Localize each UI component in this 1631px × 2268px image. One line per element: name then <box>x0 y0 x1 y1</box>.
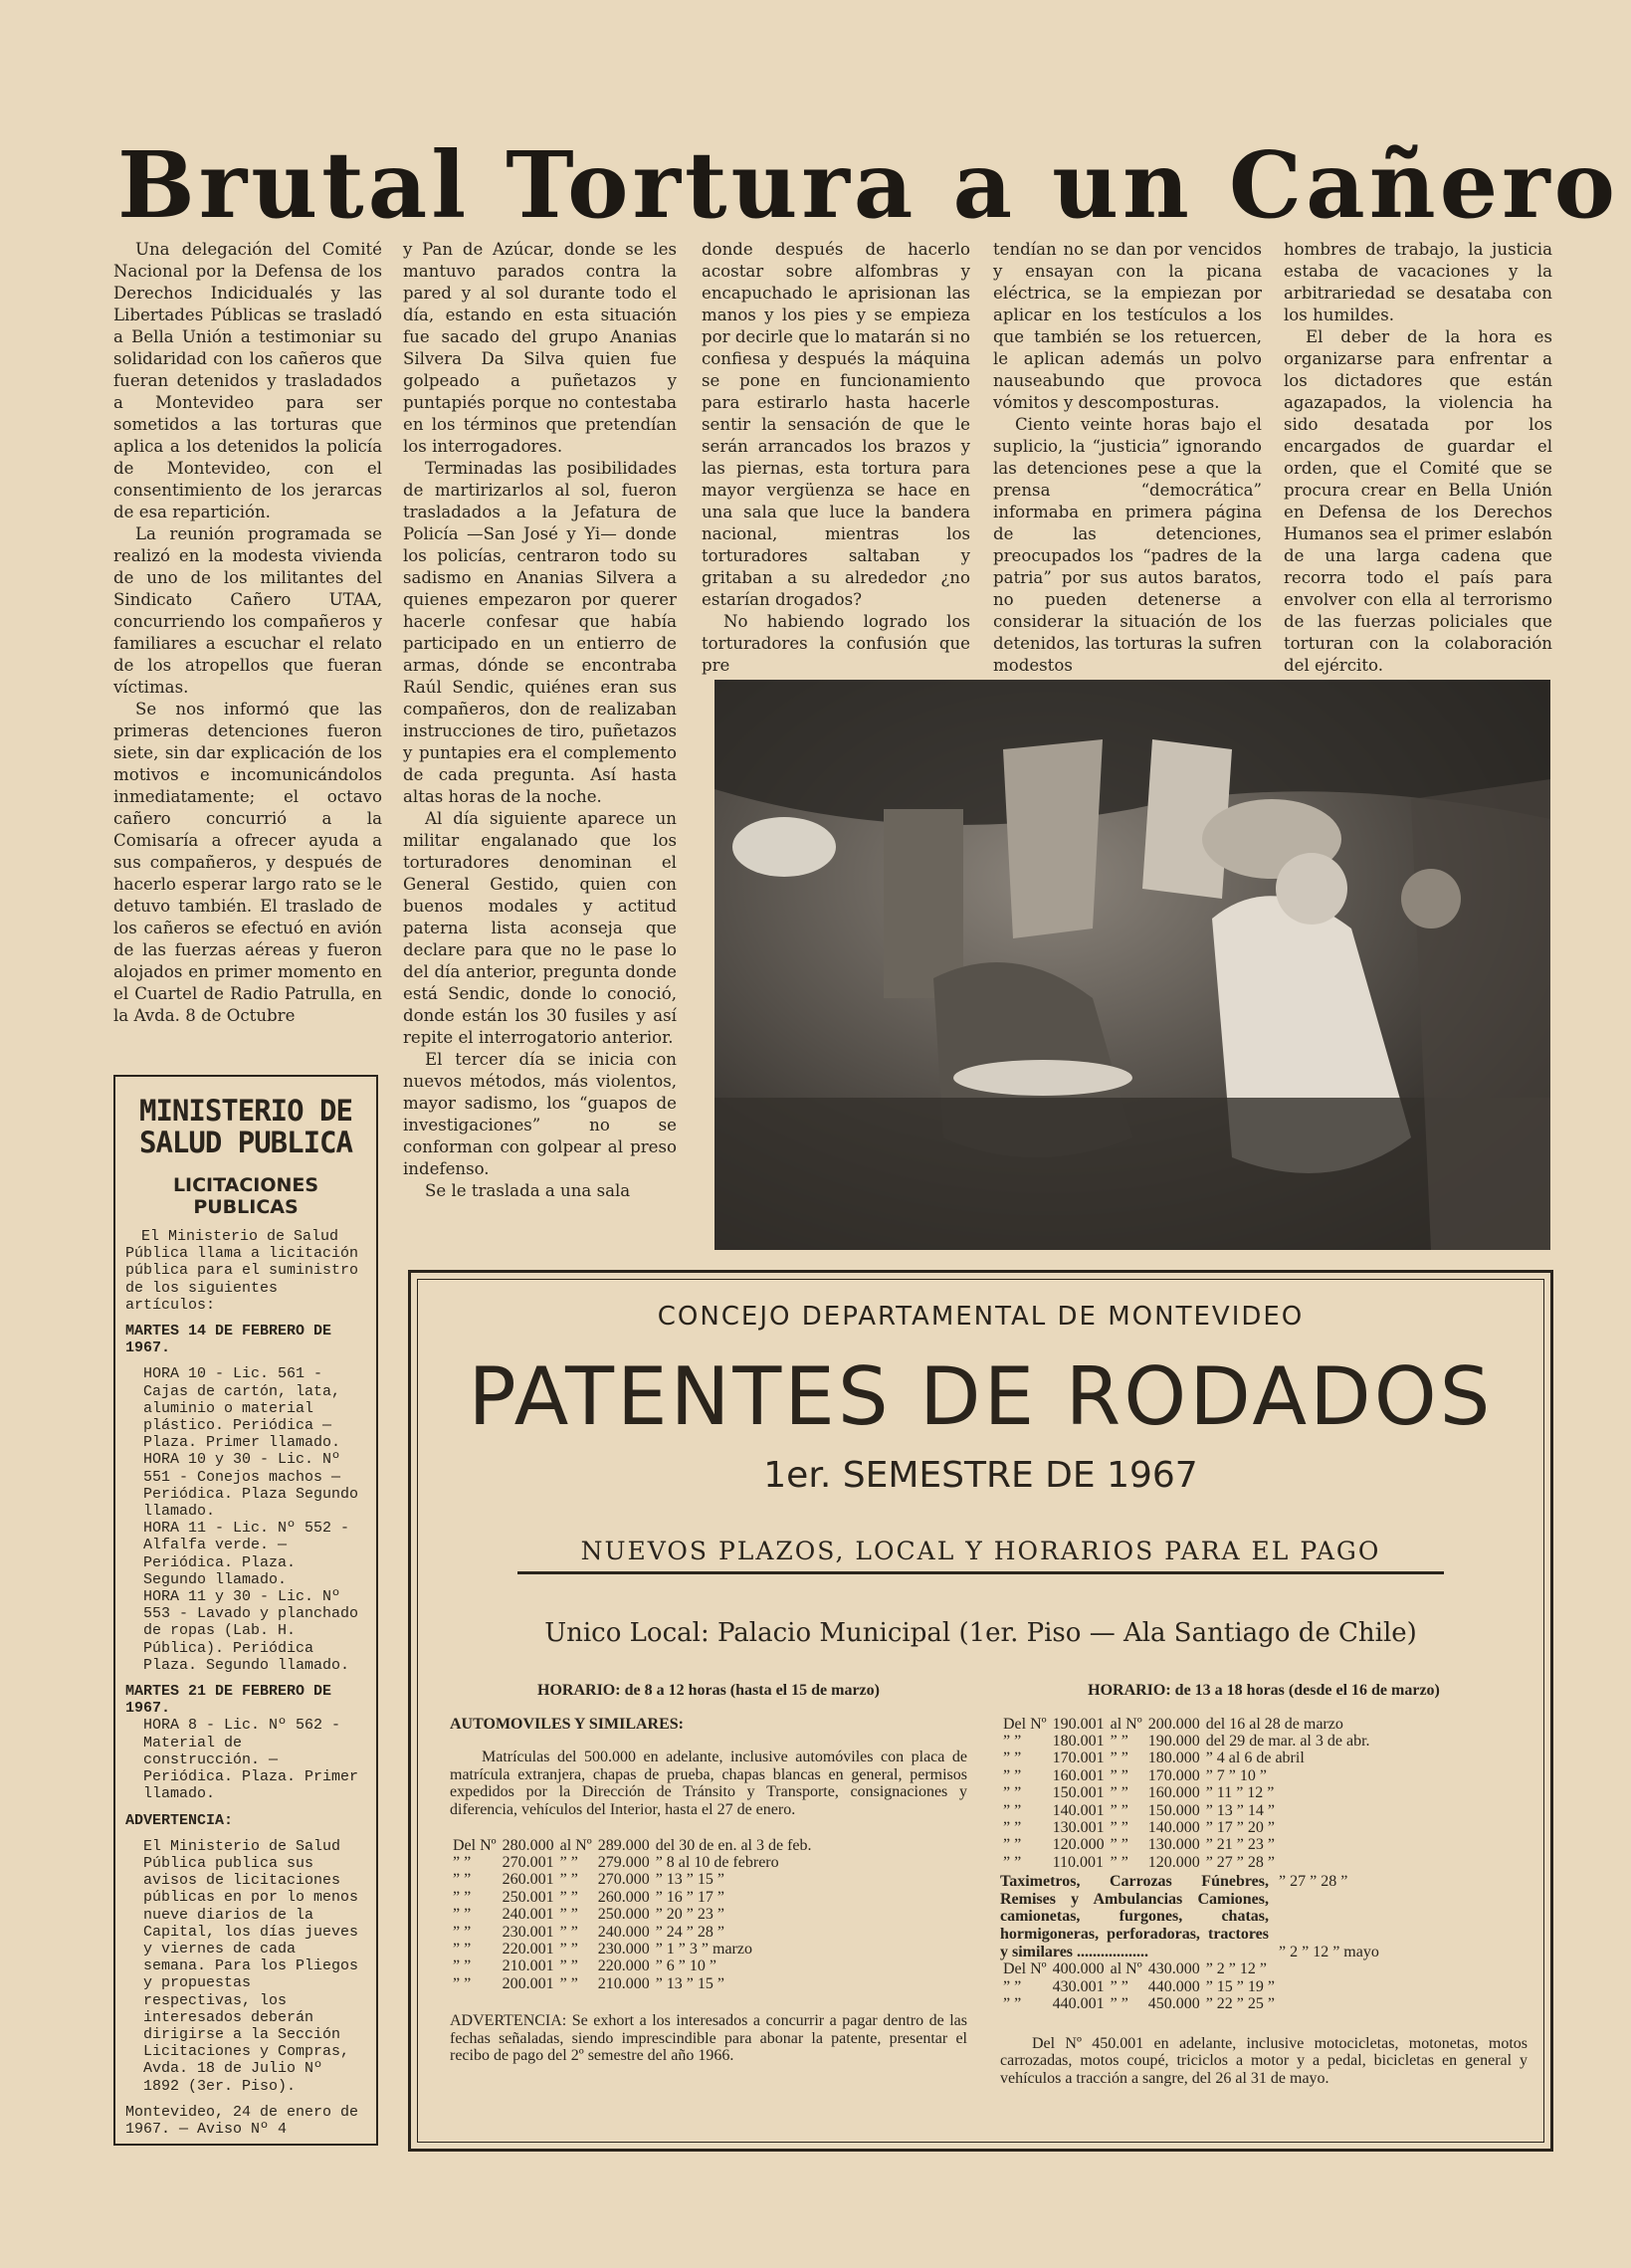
table-cell: 289.000 <box>597 1836 650 1854</box>
ad-plazos: NUEVOS PLAZOS, LOCAL Y HORARIOS PARA EL PAGO <box>517 1537 1444 1574</box>
table-cell: ” 4 al 6 de abril <box>1205 1750 1305 1767</box>
table-row <box>1000 1978 1278 1995</box>
ad-concejo: CONCEJO DEPARTAMENTAL DE MONTEVIDEO <box>657 1302 1305 1332</box>
table-cell: ” 2 ” 12 ” <box>1205 1960 1267 1978</box>
table-cell: 190.000 <box>1147 1733 1200 1750</box>
ad-right-table-2 <box>1000 1960 1278 2012</box>
article-paragraph: No habiendo logrado los torturadores la confusión que pre <box>702 612 970 675</box>
ministry-date: MARTES 14 DE FEBRERO DE 1967. <box>125 1323 332 1357</box>
table-cell: ” 11 ” 12 ” <box>1205 1784 1275 1802</box>
table-cell: ” ” <box>1003 1853 1022 1871</box>
table-cell: ” ” <box>1003 1995 1022 2013</box>
table-cell: ” 13 ” 14 ” <box>1205 1801 1275 1819</box>
table-cell: 160.001 <box>1052 1766 1105 1784</box>
article-paragraph: El deber de la hora es organizarse para enfrentar a los dictadores que están agazapados, la violencia ha sido desatada por los encargados de guardar el orden, que el Comité que se procura crear en Bella Unión en Defensa de los Derechos Humanos sea el primer eslabón de una larga cadena que recorra todo el país para envolver con ella al terrorismo de las fuerzas policiales que torturan con la colaboración del ejército. <box>1284 327 1552 675</box>
news-photo <box>714 680 1550 1250</box>
table-cell: ” ” <box>1003 1977 1022 1995</box>
table-cell: 440.000 <box>1147 1977 1200 1995</box>
table-cell: ” ” <box>559 1871 578 1889</box>
table-row <box>1000 1733 1373 1750</box>
table-cell: ” 6 ” 10 ” <box>655 1958 716 1975</box>
table-cell: del 30 de en. al 3 de feb. <box>655 1836 812 1854</box>
table-cell: 230.000 <box>597 1941 650 1958</box>
table-row <box>1000 1767 1373 1784</box>
table-cell: 150.001 <box>1052 1784 1105 1802</box>
article-paragraph: Al día siguiente aparece un militar engalanado que los torturadores denominan el General Gestido, quien con buenos modales y actitud paterna lista aconseja que declare para que no le pase lo del día anterior, pregunta donde está Sendic, donde lo conoció, donde están los 30 fusiles y así repite el interrogatorio anterior. <box>403 809 677 1047</box>
table-cell: ” ” <box>453 1853 472 1871</box>
table-cell: ” 13 ” 15 ” <box>655 1974 724 1992</box>
table-row <box>450 1889 815 1906</box>
table-cell: ” ” <box>1003 1801 1022 1819</box>
table-cell: del 29 de mar. al 3 de abr. <box>1205 1733 1370 1750</box>
table-cell: ” 27 ” 28 ” <box>1205 1853 1275 1871</box>
article-paragraph: La reunión programada se realizó en la modesta vivienda de uno de los militantes del Sindicato Cañero UTAA, concurriendo los compañeros y familiares a escuchar el relato de los atropellos que fueran víctimas. <box>113 524 382 697</box>
ad-left-column <box>450 1682 967 2065</box>
article-paragraph: Una delegación del Comité Nacional por la Defensa de los Derechos Indicidualés y las Libertades Públicas se trasladó a Bella Unión a testimoniar su solidaridad con los cañeros que fueran detenidos y trasladados a Montevideo para ser sometidos a las torturas que aplica a los detenidos la policía de Montevideo, con el consentimiento de los jerarcas de esa repartición. <box>113 240 382 521</box>
article-column-2 <box>403 239 677 1256</box>
table-row <box>450 1837 815 1854</box>
table-cell: 230.001 <box>502 1923 554 1941</box>
table-cell: ” ” <box>559 1941 578 1958</box>
table-cell: ” ” <box>453 1888 472 1906</box>
table-row <box>1000 1836 1373 1853</box>
article-paragraph: Se le traslada a una sala <box>425 1181 631 1200</box>
table-cell: 140.000 <box>1147 1819 1200 1837</box>
table-cell: 140.001 <box>1052 1801 1105 1819</box>
table-cell: ” ” <box>1003 1766 1022 1784</box>
ad-local: Unico Local: Palacio Municipal (1er. Piso — Ala Santiago de Chile) <box>544 1618 1417 1648</box>
table-cell: 210.001 <box>502 1958 554 1975</box>
table-cell: ” ” <box>559 1923 578 1941</box>
ad-inner-frame <box>417 1279 1544 2143</box>
table-cell: ” ” <box>1110 1766 1128 1784</box>
ad-horario-1: HORARIO: de 8 a 12 horas (hasta el 15 de marzo) <box>537 1682 880 1699</box>
table-cell: ” ” <box>1110 1977 1128 1995</box>
table-cell: ” ” <box>1110 1750 1128 1767</box>
ad-taxi-date: ” 2 ” 12 ” mayo <box>1279 1943 1379 1960</box>
table-cell: ” 1 ” 3 ” marzo <box>655 1941 752 1958</box>
table-cell: 170.001 <box>1052 1750 1105 1767</box>
table-cell: 150.000 <box>1147 1801 1200 1819</box>
table-row <box>1000 1716 1373 1733</box>
article-paragraph: Terminadas las posibilidades de martirizarlos al sol, fueron trasladados a la Jefatura de Policía —San José y Yi— donde los policías, centraron todo su sadismo en Ananias Silvera a quienes empezaron por querer hacerle confesar que había participado en un entierro de armas, dónde se encontraba Raúl Sendic, quiénes eran sus compañeros, don de realizaban instrucciones de tiro, puñetazos y puntapies era el complemento de cada pregunta. Así hasta altas horas de la noche. <box>403 459 677 806</box>
table-cell: 450.000 <box>1147 1995 1200 2013</box>
table-cell: 240.000 <box>597 1923 650 1941</box>
table-cell: ” ” <box>1110 1836 1128 1854</box>
ad-taxi-text: Taximetros, Carrozas Fúnebres, Remises y Ambulancias Camiones, camionetas, furgones, chatas, hormigoneras, perforadoras, tractores y similares .................. <box>1000 1873 1269 1960</box>
table-row <box>450 1854 815 1871</box>
table-row <box>1000 1750 1373 1766</box>
ad-left-table <box>450 1837 815 1993</box>
table-cell: 270.000 <box>597 1871 650 1889</box>
article-paragraph: hombres de trabajo, la justicia estaba de vacaciones y la arbitrariedad se desataba con los humildes. <box>1284 240 1552 324</box>
ad-taxi-block <box>1000 1873 1528 1960</box>
table-cell: 400.000 <box>1052 1960 1105 1978</box>
ministry-date: MARTES 21 DE FEBRERO DE 1967. <box>125 1683 332 1718</box>
article-column-4 <box>993 239 1262 675</box>
ministry-subtitle <box>115 1174 376 1218</box>
table-cell: 200.001 <box>502 1974 554 1992</box>
table-cell: 180.001 <box>1052 1733 1105 1750</box>
table-cell: 170.000 <box>1147 1766 1200 1784</box>
ministry-title-line: SALUD PUBLICA <box>139 1126 352 1159</box>
table-row <box>1000 1802 1373 1819</box>
table-cell: ” 8 al 10 de febrero <box>655 1853 779 1871</box>
table-cell: 440.001 <box>1052 1995 1105 2013</box>
photo-illustration <box>714 680 1550 1250</box>
table-cell: ” ” <box>1003 1836 1022 1854</box>
table-cell: del 16 al 28 de marzo <box>1205 1715 1343 1733</box>
article-paragraph: Se nos informó que las primeras detenciones fueron siete, sin dar explicación de los motivos e incomunicándolos inmediatamente; el octavo cañero concurrió a la Comisaría a ofrecer ayuda a sus compañeros, y después de hacerlo esperar largo rato se le detuvo también. El traslado de los cañeros se efectuó en avión de las fuerzas aéreas y fueron alojados en primer momento en el Cuartel de Radio Patrulla, en la Avda. 8 de Octubre <box>113 700 382 1025</box>
table-cell: ” ” <box>559 1974 578 1992</box>
table-cell: ” ” <box>1110 1819 1128 1837</box>
ad-title: PATENTES DE RODADOS <box>468 1350 1494 1443</box>
table-cell: 110.001 <box>1052 1853 1105 1871</box>
table-row <box>1000 1854 1373 1871</box>
table-cell: Del Nº <box>1003 1960 1047 1978</box>
table-cell: 279.000 <box>597 1853 650 1871</box>
article-paragraph: El tercer día se inicia con nuevos métodos, más violentos, mayor sadismo, los “guapos de investigaciones” no se conforman con golpear al preso indefenso. <box>403 1050 677 1178</box>
ad-autos-title: AUTOMOVILES Y SIMILARES: <box>450 1715 685 1733</box>
table-row <box>450 1924 815 1941</box>
table-cell: ” ” <box>453 1974 472 1992</box>
ministry-subtitle-line: PUBLICAS <box>193 1196 299 1218</box>
table-cell: ” 22 ” 25 ” <box>1205 1995 1275 2013</box>
table-cell: ” ” <box>1110 1995 1128 2013</box>
headline: Brutal Tortura a un Cañero <box>117 131 1619 239</box>
ministry-warning: El Ministerio de Salud Pública publica sus avisos de licitaciones públicas en por lo menos nueve diarios de la Capital, los días jueves y viernes de cada semana. Para los Pliegos y propuestas respectivas, los interesados deberán dirigirse a la Sección Licitaciones y Compras, Avda. 18 de Julio Nº 1892 (3er. Piso). <box>143 1837 359 2095</box>
table-cell: 250.001 <box>502 1888 554 1906</box>
table-cell: ” ” <box>1003 1750 1022 1767</box>
table-cell: al Nº <box>1110 1960 1142 1978</box>
table-cell: ” 24 ” 28 ” <box>655 1923 724 1941</box>
table-cell: ” ” <box>1110 1853 1128 1871</box>
ministry-subtitle-line: LICITACIONES <box>172 1174 319 1196</box>
table-cell: 250.000 <box>597 1906 650 1924</box>
ministry-title <box>125 1095 366 1158</box>
ad-warning: ADVERTENCIA: Se exhort a los interesados a concurrir a pagar dentro de las fechas señaladas, siendo imprescindible para abonar la patente, presentar el recibo de pago del 2º semestre del año 1966. <box>450 2012 967 2065</box>
table-cell: ” ” <box>453 1871 472 1889</box>
article-column-1 <box>113 239 382 1055</box>
table-cell: 130.000 <box>1147 1836 1200 1854</box>
table-cell: ” ” <box>559 1906 578 1924</box>
table-cell: ” ” <box>559 1853 578 1871</box>
table-cell: ” ” <box>1003 1784 1022 1802</box>
table-cell: 120.000 <box>1147 1853 1200 1871</box>
table-row <box>450 1958 815 1974</box>
table-cell: ” 20 ” 23 ” <box>655 1906 724 1924</box>
table-cell: ” ” <box>1110 1784 1128 1802</box>
ministry-body <box>125 1228 366 2138</box>
ministry-item: HORA 10 y 30 - Lic. Nº 551 - Conejos machos — Periódica. Plaza Segundo llamado. <box>143 1451 359 1521</box>
ministry-intro: El Ministerio de Salud Pública llama a licitación pública para el suministro de los siguientes artículos: <box>125 1228 359 1314</box>
ministry-item: HORA 8 - Lic. Nº 562 - Material de construcción. — Periódica. Plaza. Primer llamado. <box>143 1717 359 1803</box>
table-cell: ” ” <box>1110 1801 1128 1819</box>
table-cell: ” ” <box>1003 1819 1022 1837</box>
table-cell: ” ” <box>559 1888 578 1906</box>
ad-right-column <box>1000 1682 1528 2105</box>
table-cell: ” 21 ” 23 ” <box>1205 1836 1275 1854</box>
table-cell: ” 15 ” 19 ” <box>1205 1977 1275 1995</box>
table-row <box>450 1975 815 1992</box>
ministry-item: HORA 10 - Lic. 561 - Cajas de cartón, lata, aluminio o material plástico. Periódica — Plaza. Primer llamado. <box>143 1365 341 1452</box>
table-cell: 240.001 <box>502 1906 554 1924</box>
table-row <box>450 1871 815 1888</box>
ad-final: Del Nº 450.001 en adelante, inclusive motocicletas, motonetas, motos carrozadas, motos coupé, triciclos a motor y a pedal, bicicletas en general y vehículos a tracción a sangre, del 26 al 31 de mayo. <box>1000 2034 1528 2087</box>
table-cell: ” 7 ” 10 ” <box>1205 1766 1267 1784</box>
article-column-5 <box>1284 239 1552 675</box>
table-row <box>1000 1784 1373 1801</box>
table-cell: 220.001 <box>502 1941 554 1958</box>
table-cell: 200.000 <box>1147 1715 1200 1733</box>
patentes-advertisement <box>408 1270 1553 2152</box>
ad-taxi-dates <box>1279 1873 1379 1960</box>
ad-horario-2: HORARIO: de 13 a 18 horas (desde el 16 de marzo) <box>1088 1682 1440 1699</box>
article-paragraph: tendían no se dan por vencidos y ensayan con la picana eléctrica, se la empiezan por aplicar en los testículos a los que también se los retuercen, le aplican además un polvo nauseabundo que provoca vómitos y descomposturas. <box>993 240 1262 412</box>
table-cell: ” ” <box>559 1958 578 1975</box>
table-cell: 130.001 <box>1052 1819 1105 1837</box>
table-row <box>450 1941 815 1958</box>
table-cell: 120.000 <box>1052 1836 1105 1854</box>
article-paragraph: donde después de hacerlo acostar sobre alfombras y encapuchado le aprisionan las manos y los pies y se empieza por decirle que lo matarán si no confiesa y después la máquina se pone en funcionamiento para estirarlo hasta hacerle sentir la sensación de que le serán arrancados los brazos y las piernas, esta tortura para mayor vergüenza se hace en una sala que luce la bandera nacional, mientras los torturadores saltaban y gritaban a su alrededor ¿no estarían drogados? <box>702 240 970 609</box>
table-cell: ” 13 ” 15 ” <box>655 1871 724 1889</box>
table-cell: al Nº <box>559 1836 592 1854</box>
table-cell: 160.000 <box>1147 1784 1200 1802</box>
table-row <box>1000 1819 1373 1836</box>
table-cell: ” ” <box>453 1906 472 1924</box>
ministry-item: HORA 11 y 30 - Lic. Nº 553 - Lavado y planchado de ropas (Lab. H. Pública). Periódica Plaza. Segundo llamado. <box>143 1588 359 1674</box>
table-cell: 430.001 <box>1052 1977 1105 1995</box>
ministry-notice <box>113 1075 378 2146</box>
article-paragraph: Ciento veinte horas bajo el suplicio, la “justicia” ignorando las detenciones pese a que la prensa “democrática” informaba en primera página de las detenciones, preocupados los “padres de la patria” por sus autos baratos, no pueden detenerse a considerar la situación de los detenidos, las torturas la sufren modestos <box>993 415 1262 675</box>
table-cell: Del Nº <box>1003 1715 1047 1733</box>
ad-autos-text: Matrículas del 500.000 en adelante, inclusive automóviles con placa de matrícula extranjera, chapas de prueba, chapas blancas en general, permisos expedidos por la Dirección de Tránsito y Transporte, consignaciones y diferencia, vehículos del Interior, hasta el 27 de enero. <box>450 1749 967 1818</box>
table-cell: al Nº <box>1110 1715 1142 1733</box>
ministry-item: HORA 11 - Lic. Nº 552 - Alfalfa verde. — Periódica. Plaza. Segundo llamado. <box>143 1520 350 1588</box>
ministry-warning-title: ADVERTENCIA: <box>125 1811 234 1829</box>
table-cell: ” 17 ” 20 ” <box>1205 1819 1275 1837</box>
table-cell: ” ” <box>453 1941 472 1958</box>
article-paragraph: y Pan de Azúcar, donde se les mantuvo parados contra la pared y al sol durante todo el día, estando en esta situación fue sacado del grupo Ananias Silvera Da Silva quien fue golpeado a puñetazos y puntapiés porque no contestaba en los términos que pretendían los interrogadores. <box>403 240 677 456</box>
table-cell: 270.001 <box>502 1853 554 1871</box>
table-cell: 180.000 <box>1147 1750 1200 1767</box>
table-cell: ” ” <box>1110 1733 1128 1750</box>
table-cell: 430.000 <box>1147 1960 1200 1978</box>
article-column-3 <box>702 239 970 675</box>
table-cell: 220.000 <box>597 1958 650 1975</box>
table-cell: 190.001 <box>1052 1715 1105 1733</box>
ministry-footer: Montevideo, 24 de enero de 1967. — Aviso Nº 4 <box>125 2103 359 2138</box>
table-cell: Del Nº <box>453 1836 497 1854</box>
table-row <box>1000 1995 1278 2012</box>
table-cell: ” ” <box>1003 1733 1022 1750</box>
table-cell: 260.001 <box>502 1871 554 1889</box>
table-cell: 210.000 <box>597 1974 650 1992</box>
table-row <box>450 1906 815 1923</box>
ministry-title-line: MINISTERIO DE <box>139 1094 352 1128</box>
table-cell: 280.000 <box>502 1836 554 1854</box>
ad-semester: 1er. SEMESTRE DE 1967 <box>763 1455 1198 1496</box>
ad-taxi-date: ” 27 ” 28 ” <box>1279 1873 1348 1891</box>
table-cell: 260.000 <box>597 1888 650 1906</box>
ad-right-table <box>1000 1716 1373 1872</box>
table-cell: ” 16 ” 17 ” <box>655 1888 724 1906</box>
table-cell: ” ” <box>453 1923 472 1941</box>
table-row <box>1000 1960 1278 1977</box>
table-cell: ” ” <box>453 1958 472 1975</box>
